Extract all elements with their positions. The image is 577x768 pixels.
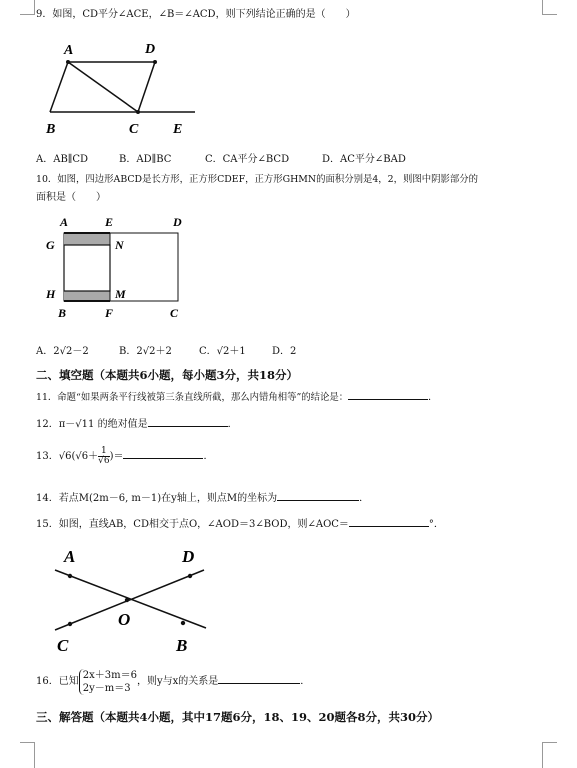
q16-end: ． xyxy=(300,676,311,687)
q10-label-h: H xyxy=(46,287,56,301)
section-2-heading: 二、填空题（本题共6小题，每小题3分，共18分） xyxy=(36,368,299,382)
q13-answer-blank[interactable] xyxy=(123,448,203,459)
q9-label-a: A xyxy=(64,43,74,58)
q15-label-a: A xyxy=(64,547,76,566)
q9-option-a: A．AB∥CD xyxy=(36,154,89,165)
q10-label-d: D xyxy=(173,215,182,229)
q10-label-n: N xyxy=(115,238,124,252)
q14-end: ． xyxy=(359,493,370,504)
q15-label-o: O xyxy=(118,610,131,629)
q12 xyxy=(36,416,238,431)
q10-option-b: B．2√2＋2 xyxy=(119,346,172,357)
q10-option-d: D．2 xyxy=(272,346,297,357)
q10-label-c: C xyxy=(170,306,179,320)
q16 xyxy=(36,668,310,696)
q13-fraction-numerator: 1 xyxy=(98,447,109,457)
q10-stem-line1: 10．如图，四边形ABCD是长方形，正方形CDEF，正方形GHMN的面积分别是4，2，则图中阴影部分的 xyxy=(36,174,479,185)
q9-label-c: C xyxy=(129,122,139,137)
q15-end: °． xyxy=(428,519,444,530)
q10-label-a: A xyxy=(60,215,69,229)
q10-option-a: A．2√2－2 xyxy=(36,346,89,357)
q12-end: ． xyxy=(227,419,238,430)
q15-label-d: D xyxy=(182,547,195,566)
q13-prefix: 13．√6(√6＋ xyxy=(36,451,99,462)
q16-mid: ，则y与x的关系是 xyxy=(136,676,219,687)
q10-option-c: C．√2＋1 xyxy=(199,346,246,357)
q13-fraction xyxy=(98,447,109,466)
q13-fraction-denominator: √6 xyxy=(98,456,110,466)
q16-equation-2: 2y－m＝3 xyxy=(82,682,131,694)
q15 xyxy=(36,516,444,531)
q11 xyxy=(36,389,438,404)
q10-stem-line2: 面积是（ ） xyxy=(36,192,106,203)
q16-equation-system xyxy=(79,669,137,695)
q15-answer-blank[interactable] xyxy=(349,516,429,527)
q10-label-f: F xyxy=(105,306,114,320)
q10-label-b: B xyxy=(58,306,67,320)
q9-stem: 9．如图，CD平分∠ACE，∠B＝∠ACD，则下列结论正确的是（ ） xyxy=(36,9,356,20)
q9-label-e: E xyxy=(173,122,183,137)
q9-label-b: B xyxy=(46,122,56,137)
section-3-heading: 三、解答题（本题共4小题，其中17题6分，18、19、20题各8分，共30分） xyxy=(36,710,440,724)
q14-answer-blank[interactable] xyxy=(277,490,359,501)
q12-answer-blank[interactable] xyxy=(148,416,228,427)
q15-text: 15．如图，直线AB，CD相交于点O，∠AOD＝3∠BOD，则∠AOC＝ xyxy=(36,519,349,530)
q9-option-b: B．AD∥BC xyxy=(119,154,172,165)
q13-end: ． xyxy=(203,451,214,462)
q12-text: 12．π－√11 的绝对值是 xyxy=(36,419,148,430)
q9-label-d: D xyxy=(145,42,156,57)
q16-equation-1: 2x＋3m＝6 xyxy=(82,669,137,681)
q13 xyxy=(36,446,213,468)
q11-answer-blank[interactable] xyxy=(348,389,428,400)
q15-label-b: B xyxy=(176,636,188,655)
q10-label-m: M xyxy=(115,287,126,301)
q10-label-e: E xyxy=(105,215,114,229)
q15-label-c: C xyxy=(57,636,69,655)
q14-text: 14．若点M(2m－6, m－1)在y轴上，则点M的坐标为 xyxy=(36,493,278,504)
q13-suffix: )＝ xyxy=(109,451,124,462)
q11-text: 11．命题“如果两条平行线被第三条直线所截，那么内错角相等”的结论是： xyxy=(36,392,349,403)
q10-label-g: G xyxy=(46,238,55,252)
q11-end: ． xyxy=(428,392,438,403)
q16-answer-blank[interactable] xyxy=(218,673,300,684)
q16-prefix: 16．已知 xyxy=(36,676,79,687)
q14 xyxy=(36,490,369,505)
q9-option-c: C．CA平分∠BCD xyxy=(205,154,290,165)
q9-option-d: D．AC平分∠BAD xyxy=(322,154,406,165)
